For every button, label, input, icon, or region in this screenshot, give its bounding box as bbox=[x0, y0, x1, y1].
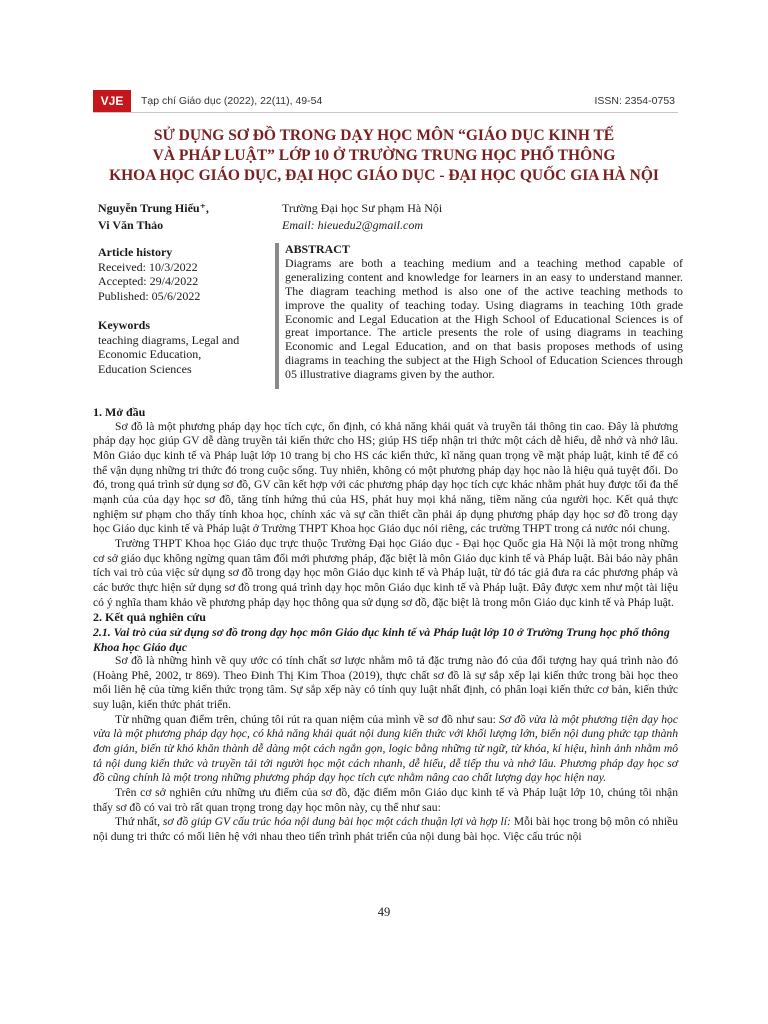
accepted-date: Accepted: 29/4/2022 bbox=[98, 274, 199, 288]
history-heading: Article history bbox=[98, 245, 173, 259]
received-date: Received: 10/3/2022 bbox=[98, 259, 198, 274]
paragraph-6 bbox=[93, 815, 678, 844]
abstract bbox=[275, 243, 683, 389]
keywords bbox=[98, 318, 268, 376]
author-2: Vi Văn Thảo bbox=[98, 218, 164, 232]
paragraph-4-lead: Từ những quan điểm trên, chúng tôi rút ra quan niệm của mình về sơ đồ như sau: bbox=[115, 712, 499, 726]
keywords-heading: Keywords bbox=[98, 318, 150, 332]
author-1: Nguyễn Trung Hiếu⁺, bbox=[98, 201, 209, 215]
paragraph-1: Sơ đồ là một phương pháp dạy học tích cực, ổn định, có khả năng khái quát và truyền tải thông tin cao. Đây là phương pháp dạy học giúp GV dễ dàng truyền tải kiến thức cho HS; giúp HS tiếp nhận tri thức một cách dễ hiểu, dễ nhớ và nhớ lâu. Môn Giáo dục kinh tế và Pháp luật lớp 10 trang bị cho HS các kiến thức, kĩ năng quan trọng về mặt pháp luật, kinh tế để có thể vận dụng những tri thức đó trong cuộc sống. Tuy nhiên, không có một phương pháp dạy học nào là hiệu quả tuyệt đối. Do đó, trong quá trình sử dụng sơ đồ, GV cần kết hợp với các phương pháp dạy học tích cực khác nhằm phát huy được tối đa thế mạnh của của dạy học sơ đồ, tăng tính hứng thú của HS, phát huy mọi khả năng, tiềm năng của người học. Kết quả thực nghiệm sư phạm cho thấy tính khoa học, chính xác và sự cần thiết cần phải áp dụng phương pháp dạy học sơ đồ trong dạy học Giáo dục kinh tế và Pháp luật ở Trường THPT Khoa học Giáo dục nói riêng, các trường THPT trong cả nước nói chung. bbox=[93, 419, 678, 536]
section-1-heading: 1. Mở đầu bbox=[93, 405, 146, 419]
article-title bbox=[80, 126, 688, 186]
abstract-text: Diagrams are both a teaching medium and a teaching method capable of generalizing content and knowledge for learners in an easy to understand manner. The diagram teaching method is also one of the active teaching methods to improve the quality of teaching today. Using diagrams in teaching 10th grade Economic and Legal Education at the High School of Educational Sciences is of great importance. The article presents the role of using diagrams in teaching Economic and Legal Education, and on that basis proposes methods of using diagrams in teaching the subject at the High School of Education Sciences through 05 illustrative diagrams given by the author. bbox=[285, 255, 683, 382]
paragraph-4-definition: Sơ đồ vừa là một phương tiện dạy học vừa là một phương pháp dạy học, có khả năng khái quát nội dung kiến thức với khối lượng lớn, biến nội dung phức tạp thành đơn giản, biến từ khó khăn thành dễ dàng một cách ngắn gọn, logic bằng những từ ngữ, từ khóa, kí hiệu, hình ảnh nhằm mô tả nội dung kiến thức và truyền tải tới người học một cách nhanh, dễ hiểu, dễ tiếp thu và nhớ lâu. Phương pháp dạy học sơ đồ cũng chính là một trong những phương pháp dạy học tích cực nhằm nâng cao chất lượng dạy học hiện nay. bbox=[93, 712, 678, 785]
paragraph-6-rest: Mỗi bài học trong bộ môn có nhiều nội dung tri thức có mối liên hệ với nhau theo tiến trình phát triển của nội dung bài học. Việc cấu trúc nội bbox=[93, 815, 678, 844]
authors bbox=[98, 200, 209, 234]
title-line-3: KHOA HỌC GIÁO DỤC, ĐẠI HỌC GIÁO DỤC - ĐẠI HỌC QUỐC GIA HÀ NỘI bbox=[109, 167, 659, 184]
affiliation bbox=[282, 200, 442, 234]
published-date: Published: 05/6/2022 bbox=[98, 288, 201, 303]
institution: Trường Đại học Sư phạm Hà Nội bbox=[282, 201, 443, 215]
journal-logo: VJE bbox=[93, 90, 131, 112]
author-email: Email: hieuedu2@gmail.com bbox=[282, 218, 424, 232]
paragraph-4 bbox=[93, 713, 678, 786]
page-number: 49 bbox=[377, 905, 391, 919]
title-line-2: VÀ PHÁP LUẬT” LỚP 10 Ở TRƯỜNG TRUNG HỌC PHỔ THÔNG bbox=[152, 147, 616, 164]
title-line-1: SỬ DỤNG SƠ ĐỒ TRONG DẠY HỌC MÔN “GIÁO DỤC KINH TẾ bbox=[153, 127, 615, 144]
paragraph-6-lead: Thứ nhất, bbox=[115, 815, 163, 829]
paragraph-2: Trường THPT Khoa học Giáo dục trực thuộc Trường Đại học Giáo dục - Đại học Quốc gia Hà Nội là một trong những cơ sở giáo dục không ngừng quan tâm đổi mới phương pháp, đặc biệt là môn Giáo dục kinh tế và Pháp luật. Bài báo này phân tích vai trò của việc sử dụng sơ đồ trong dạy học môn Giáo dục kinh tế và Pháp luật, từ đó tác giả đưa ra các phương pháp và các bước thực hiện sử dụng sơ đồ trong quá trình dạy học môn Giáo dục kinh tế và Pháp luật. Đây được xem như một tài liệu có ý nghĩa tham khảo về phương pháp dạy học thông qua sử dụng sơ đồ, đặc biệt là trong môn Giáo dục kinh tế và Pháp luật. bbox=[93, 536, 678, 609]
issn: ISSN: 2354-0753 bbox=[594, 95, 675, 107]
abstract-heading: ABSTRACT bbox=[285, 242, 350, 256]
journal-citation: Tạp chí Giáo dục (2022), 22(11), 49-54 bbox=[141, 95, 323, 107]
paragraph-6-italic: sơ đồ giúp GV cấu trúc hóa nội dung bài học một cách thuận lợi và hợp lí: bbox=[162, 815, 511, 829]
section-2-1-heading: 2.1. Vai trò của sử dụng sơ đồ trong dạy học môn Giáo dục kinh tế và Pháp luật lớp 10 ở Trường Trung học phổ thông Khoa học Giáo dục bbox=[93, 624, 670, 654]
article-history bbox=[98, 245, 200, 303]
journal-header bbox=[93, 90, 678, 113]
keywords-line-1: teaching diagrams, Legal and bbox=[98, 332, 240, 347]
section-2-heading: 2. Kết quả nghiên cứu bbox=[93, 610, 206, 625]
keywords-line-2: Economic Education, bbox=[98, 347, 202, 361]
keywords-line-3: Education Sciences bbox=[98, 361, 192, 376]
paragraph-3: Sơ đồ là những hình vẽ quy ước có tính chất sơ lược nhằm mô tả đặc trưng nào đó của đối tượng hay quá trình nào đó (Hoàng Phê, 2002, tr 869). Theo Đinh Thị Kim Thoa (2019), thực chất sơ đồ là sự sắp xếp lại kiến thức trong bài học theo mối liên hệ của từng kiến thức trọng tâm. Sự sắp xếp này có tính quy luật nhất định, có phân loại kiến thức cơ bản, kiến thức suy luận, kiến thức phát triển. bbox=[93, 654, 678, 712]
paragraph-5: Trên cơ sở nghiên cứu những ưu điểm của sơ đồ, đặc điểm môn Giáo dục kinh tế và Pháp luật lớp 10, chúng tôi nhận thấy sơ đồ có vai trò rất quan trọng trong dạy học môn này, cụ thể như sau: bbox=[93, 786, 678, 814]
article-body bbox=[93, 405, 678, 845]
